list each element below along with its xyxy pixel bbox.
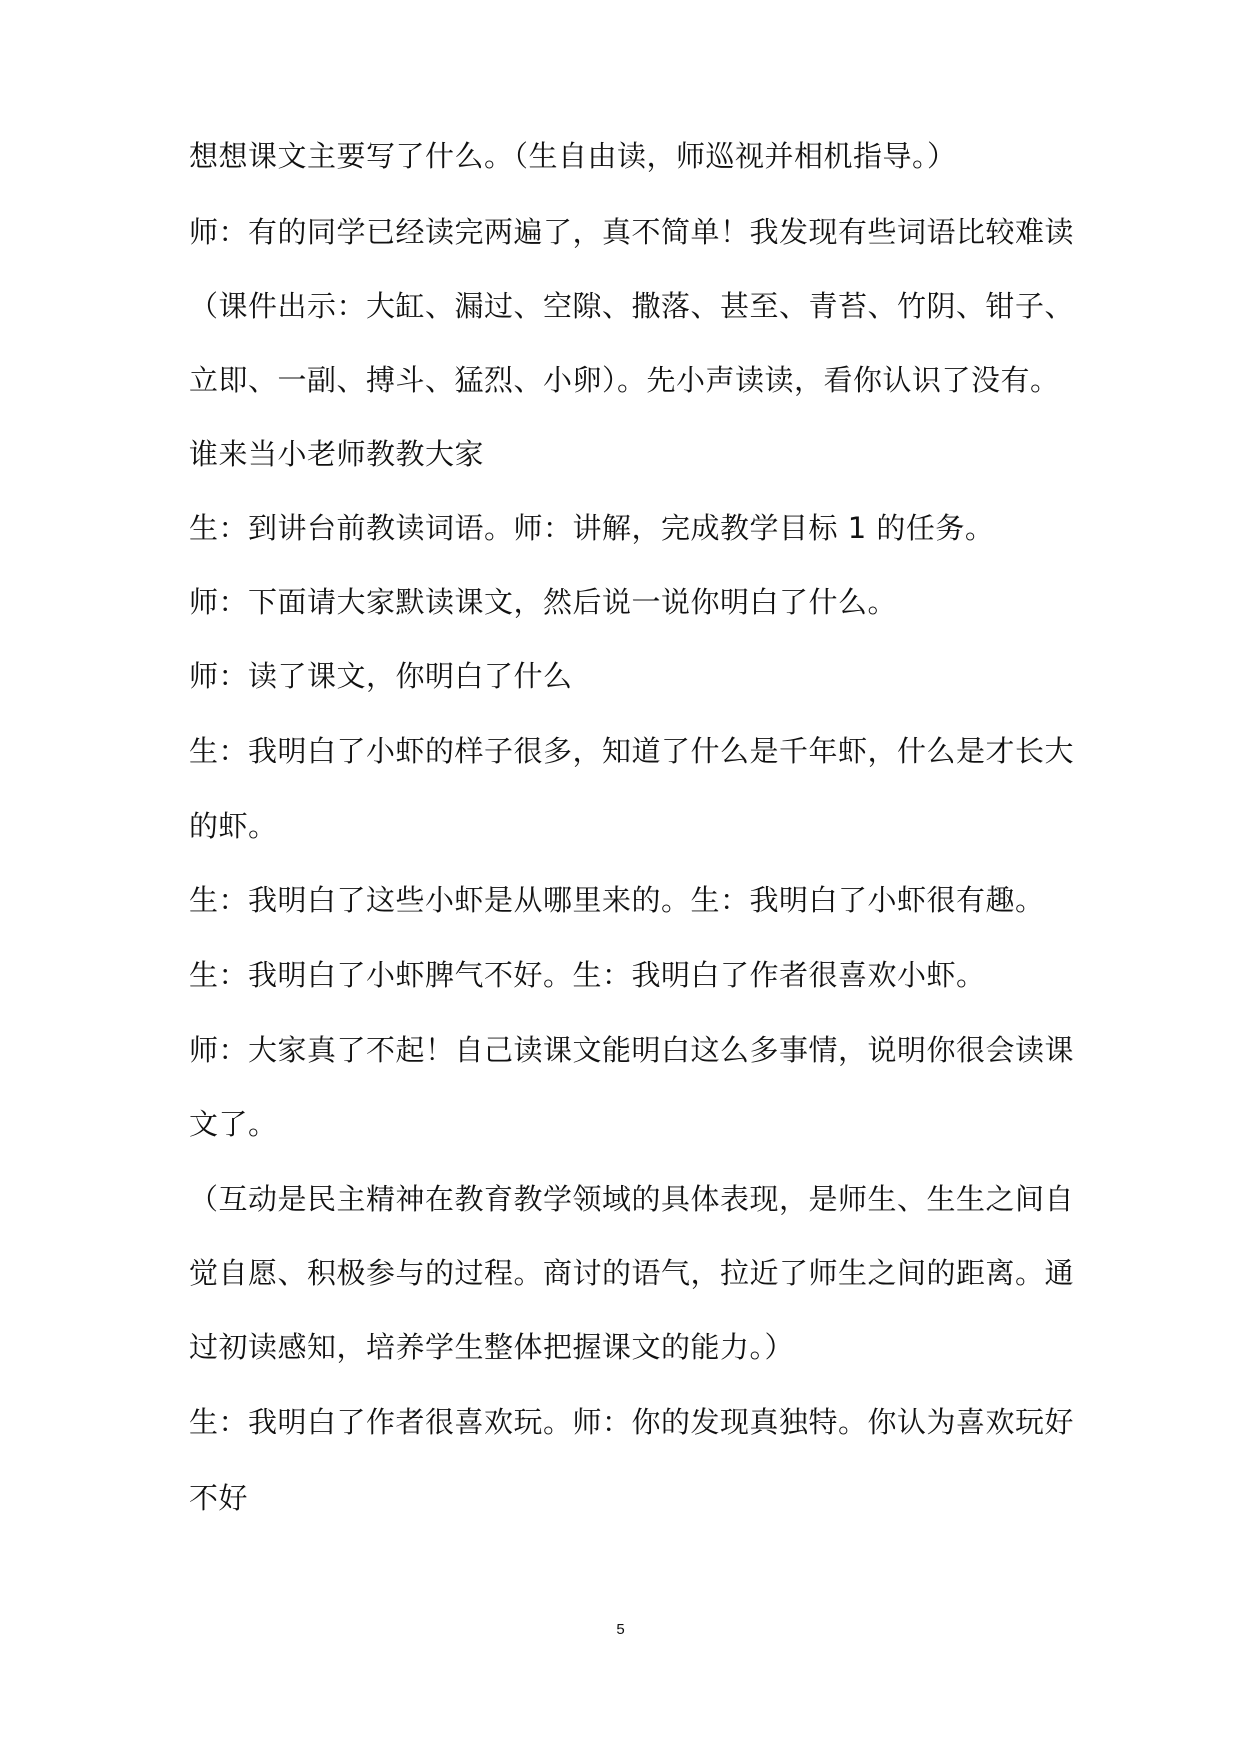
text-line: （互动是民主精神在教育教学领域的具体表现，是师生、生生之间自 bbox=[189, 1182, 1075, 1216]
text-line: 师：下面请大家默读课文，然后说一说你明白了什么。 bbox=[189, 585, 898, 619]
text-line: 生：我明白了作者很喜欢玩。师：你的发现真独特。你认为喜欢玩好 bbox=[189, 1405, 1075, 1439]
text-line: 立即、一副、搏斗、猛烈、小卵）。先小声读读，看你认识了没有。 bbox=[189, 363, 1060, 397]
text-line: 文了。 bbox=[189, 1107, 278, 1141]
text-line: 生：我明白了小虾的样子很多，知道了什么是千年虾，什么是才长大 bbox=[189, 734, 1075, 768]
text-line: 师：有的同学已经读完两遍了，真不简单！我发现有些词语比较难读 bbox=[189, 215, 1075, 249]
text-line: 生：我明白了这些小虾是从哪里来的。生：我明白了小虾很有趣。 bbox=[189, 883, 1045, 917]
text-line: 师：大家真了不起！自己读课文能明白这么多事情，说明你很会读课 bbox=[189, 1033, 1075, 1067]
text-line: 过初读感知，培养学生整体把握课文的能力。） bbox=[189, 1330, 795, 1364]
page-number: 5 bbox=[616, 1621, 625, 1638]
text-line: 不好 bbox=[189, 1481, 249, 1515]
text-line: 想想课文主要写了什么。（生自由读，师巡视并相机指导。） bbox=[189, 139, 957, 173]
text-line: 师：读了课文，你明白了什么 bbox=[189, 659, 573, 693]
text-line: 觉自愿、积极参与的过程。商讨的语气，拉近了师生之间的距离。通 bbox=[189, 1256, 1075, 1290]
text-line: （课件出示：大缸、漏过、空隙、撒落、甚至、青苔、竹阴、钳子、 bbox=[189, 289, 1075, 323]
text-line: 谁来当小老师教教大家 bbox=[189, 437, 485, 471]
text-line: 生：我明白了小虾脾气不好。生：我明白了作者很喜欢小虾。 bbox=[189, 958, 986, 992]
text-line: 的虾。 bbox=[189, 809, 278, 843]
text-line: 生：到讲台前教读词语。师：讲解，完成教学目标 1 的任务。 bbox=[189, 511, 995, 545]
